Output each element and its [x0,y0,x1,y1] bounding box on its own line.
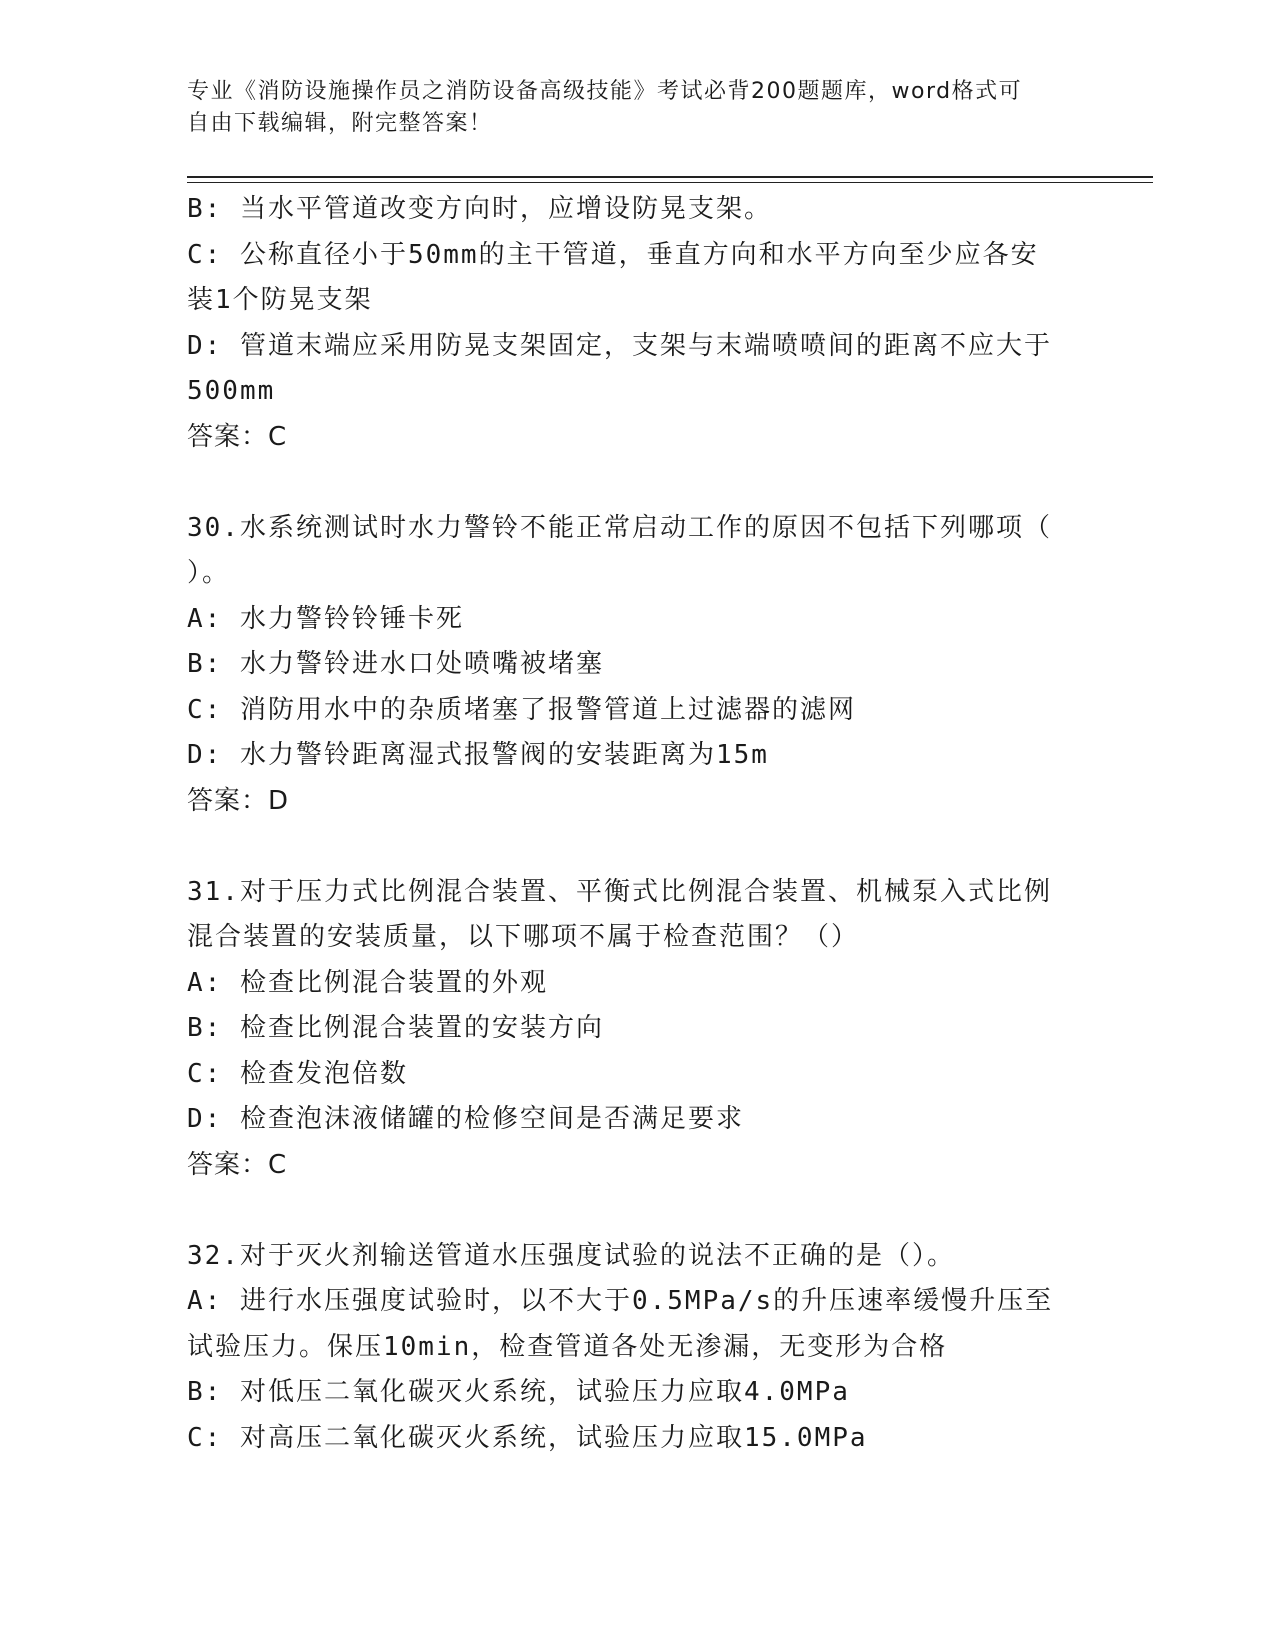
question-stem-line-2: ）。 [187,558,231,588]
document-header [187,76,1067,140]
answer: 答案：D [187,785,290,816]
question-32 [187,1234,1087,1462]
spacer [187,460,1087,506]
spacer [187,1188,1087,1234]
option-c-line-2: 装1个防晃支架 [187,285,373,315]
question-stem: 32.对于灭火剂输送管道水压强度试验的说法不正确的是（）。 [187,1240,955,1271]
question-30 [187,506,1087,825]
option-d-line-2: 500mm [187,376,276,406]
option-b: B: 水力警铃进水口处喷嘴被堵塞 [187,649,604,679]
option-b: B: 检查比例混合装置的安装方向 [187,1013,604,1043]
option-b: B: 对低压二氧化碳灭火系统，试验压力应取4.0MPa [187,1377,850,1407]
spacer [187,824,1087,870]
question-31 [187,870,1087,1189]
header-line-1: 专业《消防设施操作员之消防设备高级技能》考试必背200题题库，word格式可 [187,79,1023,104]
option-a-line-1: A: 进行水压强度试验时，以不大于0.5MPa/s的升压速率缓慢升压至 [187,1286,1054,1316]
document-body [187,187,1087,1461]
option-c: C: 检查发泡倍数 [187,1058,408,1089]
option-c-line-1: C: 公称直径小于50mm的主干管道，垂直方向和水平方向至少应各安 [187,239,1039,270]
question-stem-line-1: 30.水系统测试时水力警铃不能正常启动工作的原因不包括下列哪项（ [187,512,1052,543]
option-a-line-2: 试验压力。保压10min，检查管道各处无渗漏，无变形为合格 [187,1331,948,1362]
option-a: A: 检查比例混合装置的外观 [187,967,548,998]
option-c: C: 对高压二氧化碳灭火系统，试验压力应取15.0MPa [187,1422,868,1453]
option-b: B: 当水平管道改变方向时，应增设防晃支架。 [187,194,772,224]
question-29-continued [187,187,1087,460]
option-d: D: 水力警铃距离湿式报警阀的安装距离为15m [187,740,769,770]
answer: 答案：C [187,1149,288,1180]
question-stem-line-2: 混合装置的安装质量，以下哪项不属于检查范围？（） [187,922,860,952]
option-d: D: 检查泡沫液储罐的检修空间是否满足要求 [187,1104,744,1134]
option-d-line-1: D: 管道末端应采用防晃支架固定，支架与末端喷喷间的距离不应大于 [187,330,1052,361]
answer: 答案：C [187,421,288,452]
header-line-2: 自由下载编辑，附完整答案！ [187,111,493,136]
header-divider [187,176,1153,183]
question-stem-line-1: 31.对于压力式比例混合装置、平衡式比例混合装置、机械泵入式比例 [187,876,1052,907]
option-c: C: 消防用水中的杂质堵塞了报警管道上过滤器的滤网 [187,694,856,725]
option-a: A: 水力警铃铃锤卡死 [187,603,464,634]
